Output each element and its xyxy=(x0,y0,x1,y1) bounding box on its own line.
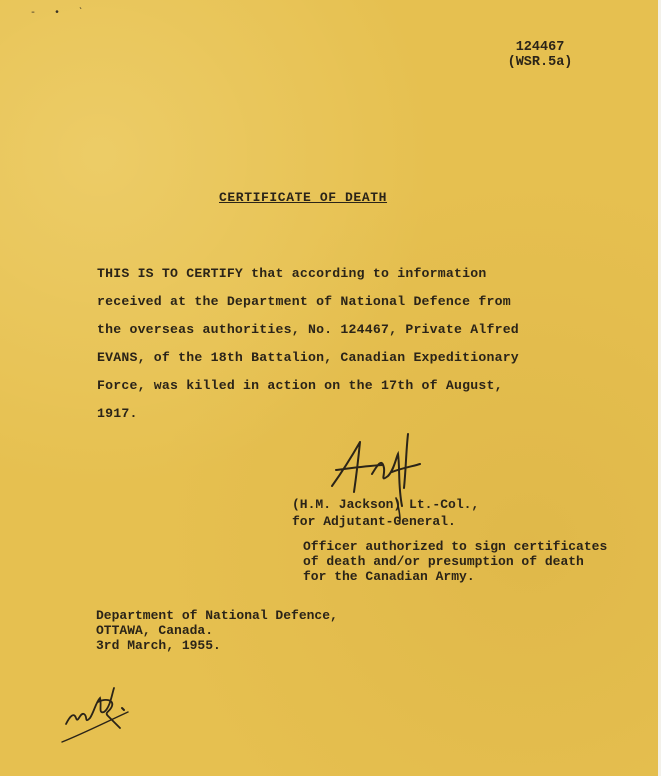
signer-name-rank: (H.M. Jackson) Lt.-Col., xyxy=(292,497,480,512)
signer-block xyxy=(292,496,479,530)
city: OTTAWA, Canada. xyxy=(96,623,214,638)
certificate-title: CERTIFICATE OF DEATH xyxy=(219,190,388,205)
scan-specks: - • ˋ xyxy=(30,8,91,19)
body-line: received at the Department of National Defence from xyxy=(97,294,511,309)
form-code: (WSR.5a) xyxy=(507,55,573,70)
signer-role: for Adjutant-General. xyxy=(292,514,456,529)
department-name: Department of National Defence, xyxy=(96,608,338,623)
body-line: Force, was killed in action on the 17th of August, xyxy=(97,378,503,393)
file-number-block xyxy=(500,40,580,70)
body-line: THIS IS TO CERTIFY that according to information xyxy=(97,266,487,281)
handwritten-initials xyxy=(58,672,138,747)
body-line: the overseas authorities, No. 124467, Private Alfred xyxy=(97,322,519,337)
authority-statement xyxy=(303,539,607,584)
authority-line: Officer authorized to sign certificates xyxy=(303,539,608,554)
authority-line: of death and/or presumption of death xyxy=(303,554,584,569)
body-line: 1917. xyxy=(97,406,138,421)
certificate-body xyxy=(97,260,537,428)
body-line: EVANS, of the 18th Battalion, Canadian Expeditionary xyxy=(97,350,519,365)
authority-line: for the Canadian Army. xyxy=(303,569,475,584)
issuing-address xyxy=(96,608,338,653)
file-number: 124467 xyxy=(515,40,565,55)
issue-date: 3rd March, 1955. xyxy=(96,638,221,653)
